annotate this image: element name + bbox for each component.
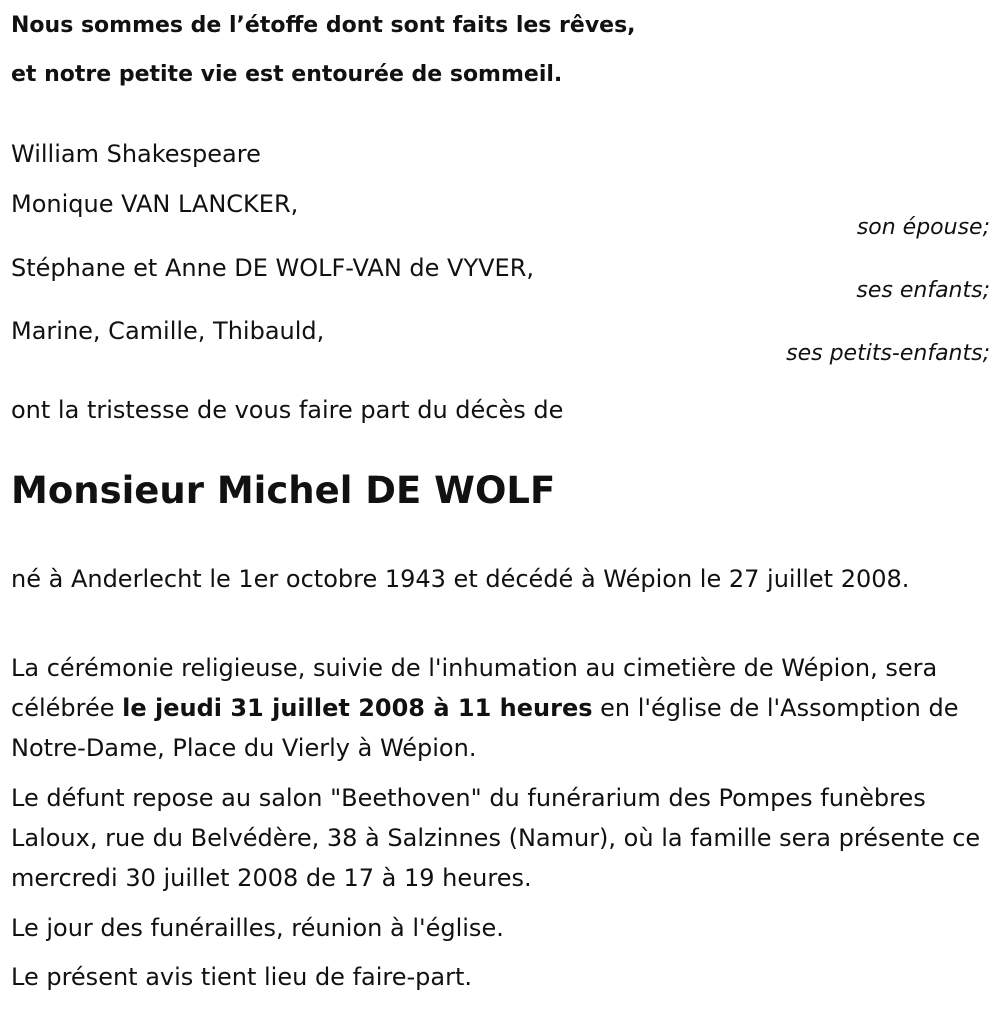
- birth-death-paragraph: né à Anderlecht le 1er octobre 1943 et décédé à Wépion le 27 juillet 2008.: [11, 565, 910, 593]
- deceased-name: Monsieur Michel DE WOLF: [11, 469, 556, 512]
- quote-line-1: Nous sommes de l’étoffe dont sont faits les rêves,: [11, 13, 636, 38]
- quote-author: William Shakespeare: [11, 140, 261, 168]
- family-member-name: Marine, Camille, Thibauld,: [11, 317, 325, 345]
- family-member-name: Stéphane et Anne DE WOLF-VAN de VYVER,: [11, 254, 535, 282]
- ceremony-paragraph: [11, 648, 986, 768]
- ceremony-text-start: La cérémonie religieuse, suivie de l'inhumation au cimetière de Wépion, sera célébrée: [11, 654, 938, 722]
- family-member-role: ses petits-enfants;: [786, 341, 990, 366]
- family-member-name: Monique VAN LANCKER,: [11, 190, 299, 218]
- quote-line-2: et notre petite vie est entourée de sommeil.: [11, 62, 563, 87]
- funeral-day-paragraph: Le jour des funérailles, réunion à l'église.: [11, 914, 504, 942]
- notice-paragraph: Le présent avis tient lieu de faire-part.: [11, 963, 473, 991]
- family-member-role: ses enfants;: [856, 278, 990, 303]
- ceremony-date: le jeudi 31 juillet 2008 à 11 heures: [122, 694, 593, 722]
- family-member-role: son épouse;: [856, 215, 990, 240]
- announcement-text: ont la tristesse de vous faire part du décès de: [11, 396, 564, 424]
- salon-paragraph: Le défunt repose au salon "Beethoven" du funérarium des Pompes funèbres Laloux, rue du Belvédère, 38 à Salzinnes (Namur), où la famille sera présente ce mercredi 30 juillet 2008 de 17 à 19 heures.: [11, 784, 981, 892]
- ceremony-text-end: en l'église de l'Assomption de Notre-Dame, Place du Vierly à Wépion.: [11, 694, 959, 762]
